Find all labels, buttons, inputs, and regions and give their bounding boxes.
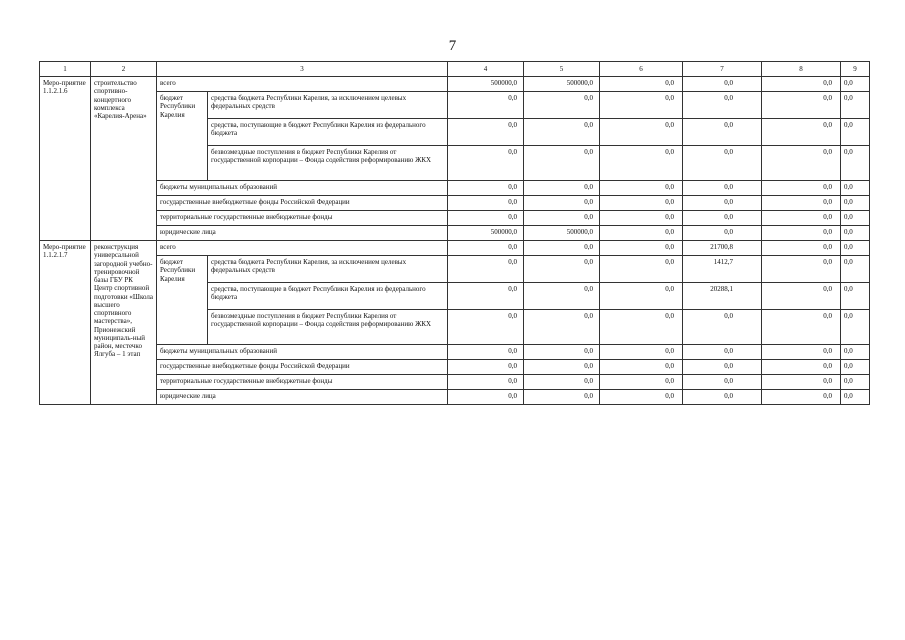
value-cell: 500000,0 — [448, 226, 524, 241]
value-cell: 0,0 — [524, 146, 600, 181]
value-cell: 0,0 — [448, 92, 524, 119]
header-cell: 2 — [91, 62, 157, 77]
header-cell: 5 — [524, 62, 600, 77]
value-cell: 0,0 — [600, 310, 683, 345]
value-cell: 0,0 — [683, 375, 762, 390]
value-cell: 0,0 — [762, 256, 841, 283]
value-cell: 0,0 — [600, 390, 683, 405]
value-cell: 0,0 — [841, 283, 870, 310]
value-cell: 0,0 — [600, 77, 683, 92]
table-row — [40, 181, 870, 196]
value-cell: 0,0 — [762, 226, 841, 241]
header-cell: 9 — [841, 62, 870, 77]
measure-id-cell: Меро-приятие 1.1.2.1.6 — [40, 77, 91, 241]
value-cell: 0,0 — [448, 283, 524, 310]
header-cell: 7 — [683, 62, 762, 77]
table-row — [40, 196, 870, 211]
value-cell: 0,0 — [448, 345, 524, 360]
value-cell: 0,0 — [841, 196, 870, 211]
value-cell: 0,0 — [841, 92, 870, 119]
table-body — [40, 62, 870, 405]
value-cell: 0,0 — [762, 360, 841, 375]
value-cell: 0,0 — [841, 241, 870, 256]
value-cell: 0,0 — [762, 77, 841, 92]
value-cell: 0,0 — [762, 390, 841, 405]
value-cell: 0,0 — [841, 256, 870, 283]
value-cell: 0,0 — [683, 360, 762, 375]
source-label-cell: территориальные государственные внебюджетные фонды — [157, 375, 448, 390]
source-label-cell: безвозмездные поступления в бюджет Республики Карелия от государственной корпорации – Фонда содействия реформированию ЖКХ — [208, 146, 448, 181]
value-cell: 0,0 — [841, 211, 870, 226]
value-cell: 0,0 — [524, 256, 600, 283]
value-cell: 0,0 — [683, 181, 762, 196]
value-cell: 0,0 — [683, 211, 762, 226]
value-cell: 0,0 — [762, 345, 841, 360]
value-cell: 0,0 — [448, 146, 524, 181]
value-cell: 0,0 — [524, 283, 600, 310]
value-cell: 0,0 — [762, 92, 841, 119]
value-cell: 0,0 — [600, 345, 683, 360]
source-label-cell: государственные внебюджетные фонды Российской Федерации — [157, 360, 448, 375]
value-cell: 20288,1 — [683, 283, 762, 310]
value-cell: 0,0 — [683, 77, 762, 92]
value-cell: 0,0 — [524, 390, 600, 405]
value-cell: 0,0 — [448, 310, 524, 345]
value-cell: 0,0 — [524, 181, 600, 196]
value-cell: 0,0 — [683, 310, 762, 345]
table-row — [40, 92, 870, 119]
value-cell: 0,0 — [683, 146, 762, 181]
value-cell: 0,0 — [448, 196, 524, 211]
value-cell: 0,0 — [600, 283, 683, 310]
value-cell: 0,0 — [841, 226, 870, 241]
value-cell: 0,0 — [448, 256, 524, 283]
table-row — [40, 226, 870, 241]
value-cell: 0,0 — [600, 256, 683, 283]
value-cell: 1412,7 — [683, 256, 762, 283]
table-row — [40, 375, 870, 390]
value-cell: 0,0 — [448, 390, 524, 405]
source-label-cell: государственные внебюджетные фонды Российской Федерации — [157, 196, 448, 211]
header-cell: 4 — [448, 62, 524, 77]
source-label-cell: безвозмездные поступления в бюджет Республики Карелия от государственной корпорации – Фонда содействия реформированию ЖКХ — [208, 310, 448, 345]
measure-id-cell: Меро-приятие 1.1.2.1.7 — [40, 241, 91, 405]
value-cell: 0,0 — [600, 92, 683, 119]
value-cell: 0,0 — [524, 241, 600, 256]
value-cell: 0,0 — [524, 196, 600, 211]
value-cell: 0,0 — [683, 390, 762, 405]
measure-name-cell: строительство спортивно-концертного комплекса «Карелия-Арена» — [91, 77, 157, 241]
table-row — [40, 360, 870, 375]
header-cell: 6 — [600, 62, 683, 77]
value-cell: 0,0 — [524, 375, 600, 390]
value-cell: 0,0 — [448, 211, 524, 226]
value-cell: 0,0 — [762, 181, 841, 196]
measure-name-cell: реконструкция универсальной загородной учебно-тренировочной базы ГБУ РК Центр спортивной подготовки «Школа высшего спортивного мастерства», Прионежский муниципаль-ный район, местечко Ялгуба – 1 этап — [91, 241, 157, 405]
value-cell: 0,0 — [524, 345, 600, 360]
value-cell: 0,0 — [762, 375, 841, 390]
value-cell: 0,0 — [600, 211, 683, 226]
value-cell: 0,0 — [600, 375, 683, 390]
source-label-cell: средства, поступающие в бюджет Республики Карелия из федерального бюджета — [208, 283, 448, 310]
value-cell: 500000,0 — [448, 77, 524, 92]
source-label-cell: юридические лица — [157, 390, 448, 405]
table-row — [40, 241, 870, 256]
source-label-cell: территориальные государственные внебюджетные фонды — [157, 211, 448, 226]
value-cell: 0,0 — [600, 360, 683, 375]
source-label-cell: бюджеты муниципальных образований — [157, 345, 448, 360]
source-label-cell: юридические лица — [157, 226, 448, 241]
source-label-cell: средства, поступающие в бюджет Республики Карелия из федерального бюджета — [208, 119, 448, 146]
value-cell: 0,0 — [841, 119, 870, 146]
value-cell: 0,0 — [683, 119, 762, 146]
source-group-cell: бюджет Республики Карелия — [157, 92, 208, 181]
value-cell: 0,0 — [762, 241, 841, 256]
source-label-cell: средства бюджета Республики Карелия, за исключением целевых федеральных средств — [208, 92, 448, 119]
value-cell: 0,0 — [683, 345, 762, 360]
value-cell: 0,0 — [841, 360, 870, 375]
source-group-cell: бюджет Республики Карелия — [157, 256, 208, 345]
value-cell: 0,0 — [841, 77, 870, 92]
value-cell: 0,0 — [841, 390, 870, 405]
header-cell: 1 — [40, 62, 91, 77]
value-cell: 0,0 — [600, 226, 683, 241]
value-cell: 0,0 — [762, 283, 841, 310]
value-cell: 0,0 — [683, 196, 762, 211]
budget-table — [39, 61, 870, 405]
value-cell: 0,0 — [762, 211, 841, 226]
value-cell: 0,0 — [524, 360, 600, 375]
source-label-cell: всего — [157, 77, 448, 92]
value-cell: 0,0 — [448, 119, 524, 146]
source-label-cell: бюджеты муниципальных образований — [157, 181, 448, 196]
header-row — [40, 62, 870, 77]
table-row — [40, 211, 870, 226]
table-row — [40, 77, 870, 92]
value-cell: 21700,8 — [683, 241, 762, 256]
value-cell: 0,0 — [600, 146, 683, 181]
page-number: 7 — [448, 38, 457, 54]
source-label-cell: средства бюджета Республики Карелия, за исключением целевых федеральных средств — [208, 256, 448, 283]
value-cell: 0,0 — [762, 119, 841, 146]
header-cell: 8 — [762, 62, 841, 77]
source-label-cell: всего — [157, 241, 448, 256]
value-cell: 0,0 — [683, 92, 762, 119]
value-cell: 0,0 — [683, 226, 762, 241]
value-cell: 0,0 — [600, 196, 683, 211]
value-cell: 0,0 — [762, 146, 841, 181]
table-row — [40, 345, 870, 360]
value-cell: 0,0 — [762, 310, 841, 345]
value-cell: 0,0 — [448, 241, 524, 256]
value-cell: 500000,0 — [524, 226, 600, 241]
value-cell: 0,0 — [448, 375, 524, 390]
table-row — [40, 390, 870, 405]
value-cell: 500000,0 — [524, 77, 600, 92]
value-cell: 0,0 — [841, 375, 870, 390]
value-cell: 0,0 — [524, 92, 600, 119]
table-row — [40, 256, 870, 283]
value-cell: 0,0 — [841, 345, 870, 360]
value-cell: 0,0 — [762, 196, 841, 211]
value-cell: 0,0 — [524, 310, 600, 345]
value-cell: 0,0 — [600, 119, 683, 146]
value-cell: 0,0 — [448, 181, 524, 196]
value-cell: 0,0 — [524, 119, 600, 146]
value-cell: 0,0 — [600, 241, 683, 256]
value-cell: 0,0 — [524, 211, 600, 226]
header-cell: 3 — [157, 62, 448, 77]
value-cell: 0,0 — [841, 146, 870, 181]
value-cell: 0,0 — [841, 310, 870, 345]
value-cell: 0,0 — [841, 181, 870, 196]
value-cell: 0,0 — [600, 181, 683, 196]
value-cell: 0,0 — [448, 360, 524, 375]
